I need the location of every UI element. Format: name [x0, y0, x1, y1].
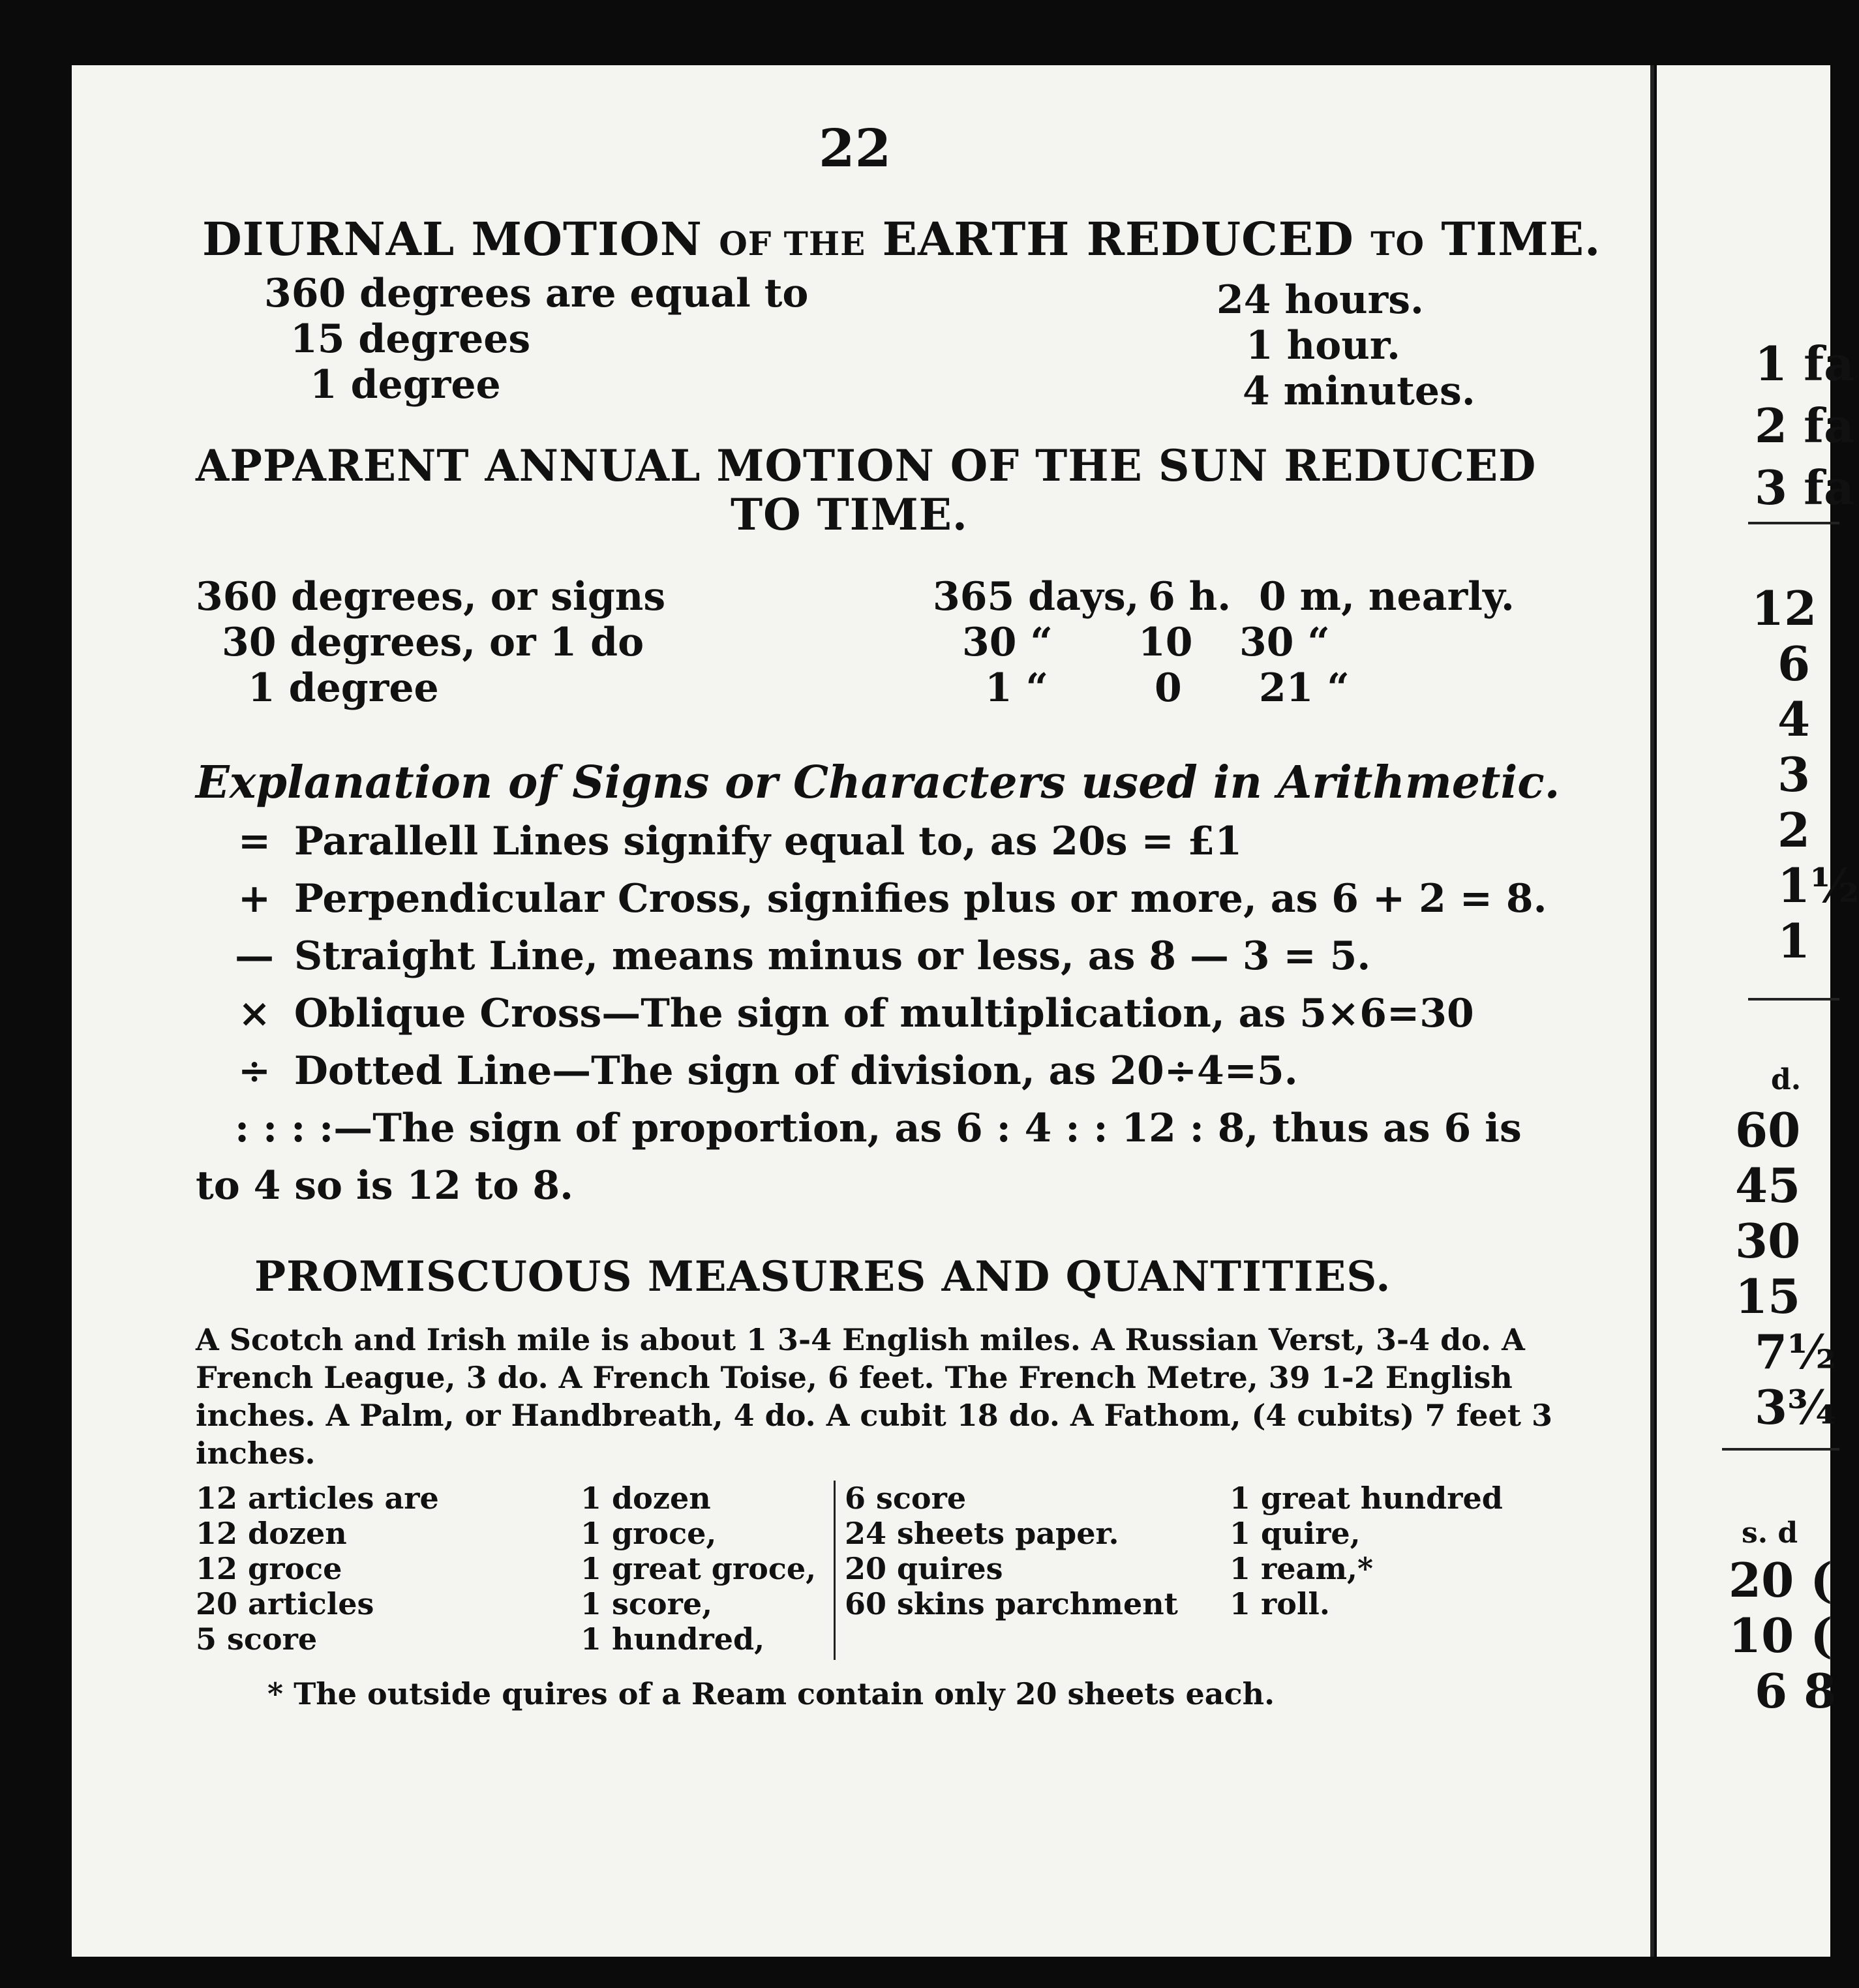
annual-row-2-left: 30 degrees, or 1 do: [222, 620, 644, 665]
minus-icon: —: [235, 933, 274, 979]
sign-line-proportion: [235, 1106, 1522, 1151]
table-row: 24 sheets paper. 1 quire,: [845, 1516, 1361, 1551]
right-mid-row: 1: [1777, 913, 1811, 969]
equals-icon: =: [237, 819, 271, 864]
annual-row-1-days: 365 days,: [933, 574, 1140, 620]
right-top-row: 1 fa: [1755, 336, 1854, 391]
rule: [1748, 522, 1839, 524]
sign-text-minus: Straight Line, means minus or less, as 8 — 3 = 5.: [294, 933, 1371, 979]
annual-row-3-m: 21 “: [1259, 665, 1350, 711]
rule: [1722, 1448, 1839, 1451]
right-mid-row: 1½: [1777, 858, 1859, 913]
annual-row-3-left: 1 degree: [248, 665, 439, 711]
table-row: 20 articles 1 score,: [196, 1586, 713, 1621]
annual-row-1-h: 6 h.: [1148, 574, 1232, 620]
diurnal-title-to: TO: [1370, 224, 1425, 263]
d-row: 3¾: [1755, 1379, 1837, 1435]
annual-title-line2: TO TIME.: [731, 489, 968, 540]
diurnal-title: [202, 212, 1601, 266]
sign-line-multiply: [228, 991, 1474, 1036]
table-divider: [834, 1481, 836, 1660]
diurnal-title-time: TIME.: [1441, 212, 1601, 266]
d-row: 60: [1735, 1102, 1801, 1158]
diurnal-row-2-right: 1 hour.: [1246, 323, 1400, 369]
right-mid-row: 2: [1777, 802, 1811, 858]
proportion-icon: : : :: [235, 1106, 306, 1151]
sign-line-equal: [228, 819, 1242, 864]
annual-row-1-m: 0 m, nearly.: [1259, 574, 1515, 620]
s-header: s. d: [1742, 1516, 1798, 1550]
measures-paragraph: A Scotch and Irish mile is about 1 3-4 English miles. A Russian Verst, 3-4 do. A French League, 3 do. A French Toise, 6 feet. The French Metre, 39 1-2 English inches. A Palm, or Handbreath, 4 do. A cubit 18 do. A Fathom, (4 cubits) 7 feet 3 inches.: [196, 1322, 1552, 1471]
right-page: [1657, 65, 1859, 1957]
sign-line-plus: [228, 876, 1547, 922]
annual-row-2-m: 30 “: [1239, 620, 1330, 665]
annual-title-line1: APPARENT ANNUAL MOTION OF THE SUN REDUCED: [196, 440, 1537, 491]
sign-text-equal: Parallell Lines signify equal to, as 20s = £1: [294, 819, 1243, 864]
diurnal-row-1-left: 360 degrees are equal to: [264, 271, 809, 316]
table-row: 5 score 1 hundred,: [196, 1621, 765, 1657]
left-page: [72, 65, 1654, 1957]
proportion-continuation: to 4 so is 12 to 8.: [196, 1163, 574, 1209]
d-row: 15: [1735, 1269, 1801, 1324]
sign-text-multiply: Oblique Cross—The sign of multiplication, as 5×6=30: [294, 991, 1474, 1036]
diurnal-title-of: OF THE: [719, 224, 866, 263]
measures-table-left: [196, 1481, 816, 1657]
sign-text-divide: Dotted Line—The sign of division, as 20÷4=5.: [294, 1048, 1298, 1094]
annual-row-3-h: 0: [1155, 665, 1182, 711]
d-header: d.: [1771, 1063, 1802, 1096]
diurnal-row-3-right: 4 minutes.: [1243, 369, 1475, 414]
diurnal-title-main: DIURNAL MOTION: [202, 212, 703, 266]
annual-row-2-h: 10: [1138, 620, 1193, 665]
measures-table-right: [845, 1481, 1503, 1621]
annual-row-3-days: 1 “: [985, 665, 1049, 711]
rule: [1748, 998, 1839, 1001]
table-row: 12 groce 1 great groce,: [196, 1551, 817, 1586]
table-row: 12 articles are 1 dozen: [196, 1481, 711, 1516]
page-number: 22: [819, 117, 892, 179]
s-row: 6 8: [1755, 1663, 1837, 1719]
sign-text-plus: Perpendicular Cross, signifies plus or more, as 6 + 2 = 8.: [294, 876, 1547, 922]
annual-row-1-left: 360 degrees, or signs: [196, 574, 666, 620]
footnote: * The outside quires of a Ream contain only 20 sheets each.: [267, 1676, 1275, 1711]
multiply-icon: ×: [237, 991, 271, 1036]
right-mid-row: 3: [1777, 747, 1811, 802]
right-top-row: 3 fa: [1755, 460, 1854, 515]
s-row: 20 (: [1729, 1552, 1833, 1608]
d-row: 45: [1735, 1158, 1801, 1213]
right-mid-row: 12: [1751, 580, 1817, 636]
table-row: 60 skins parchment 1 roll.: [845, 1586, 1330, 1621]
sign-line-divide: [228, 1048, 1298, 1094]
d-row: 7½: [1755, 1324, 1837, 1379]
explanation-title: Explanation of Signs or Characters used in Arithmetic.: [196, 757, 1560, 809]
divide-icon: ÷: [237, 1048, 271, 1094]
diurnal-row-3-left: 1 degree: [310, 362, 501, 408]
diurnal-title-earth: EARTH REDUCED: [882, 212, 1354, 266]
right-mid-row: 6: [1777, 636, 1811, 691]
right-top-row: 2 fa: [1755, 398, 1854, 453]
table-row: 12 dozen 1 groce,: [196, 1516, 717, 1551]
diurnal-row-2-left: 15 degrees: [290, 316, 531, 362]
table-row: 6 score 1 great hundred: [845, 1481, 1503, 1516]
diurnal-row-1-right: 24 hours.: [1217, 277, 1424, 323]
promiscuous-title: PROMISCUOUS MEASURES AND QUANTITIES.: [254, 1252, 1391, 1301]
sign-line-minus: [228, 933, 1370, 979]
d-row: 30: [1735, 1213, 1801, 1269]
s-row: 10 (: [1729, 1608, 1833, 1663]
table-row: 20 quires 1 ream,*: [845, 1551, 1374, 1586]
plus-icon: +: [237, 876, 271, 922]
sign-text-proportion: :—The sign of proportion, as 6 : 4 : : 12 : 8, thus as 6 is: [319, 1106, 1522, 1151]
annual-row-2-days: 30 “: [962, 620, 1053, 665]
right-mid-row: 4: [1777, 691, 1811, 747]
